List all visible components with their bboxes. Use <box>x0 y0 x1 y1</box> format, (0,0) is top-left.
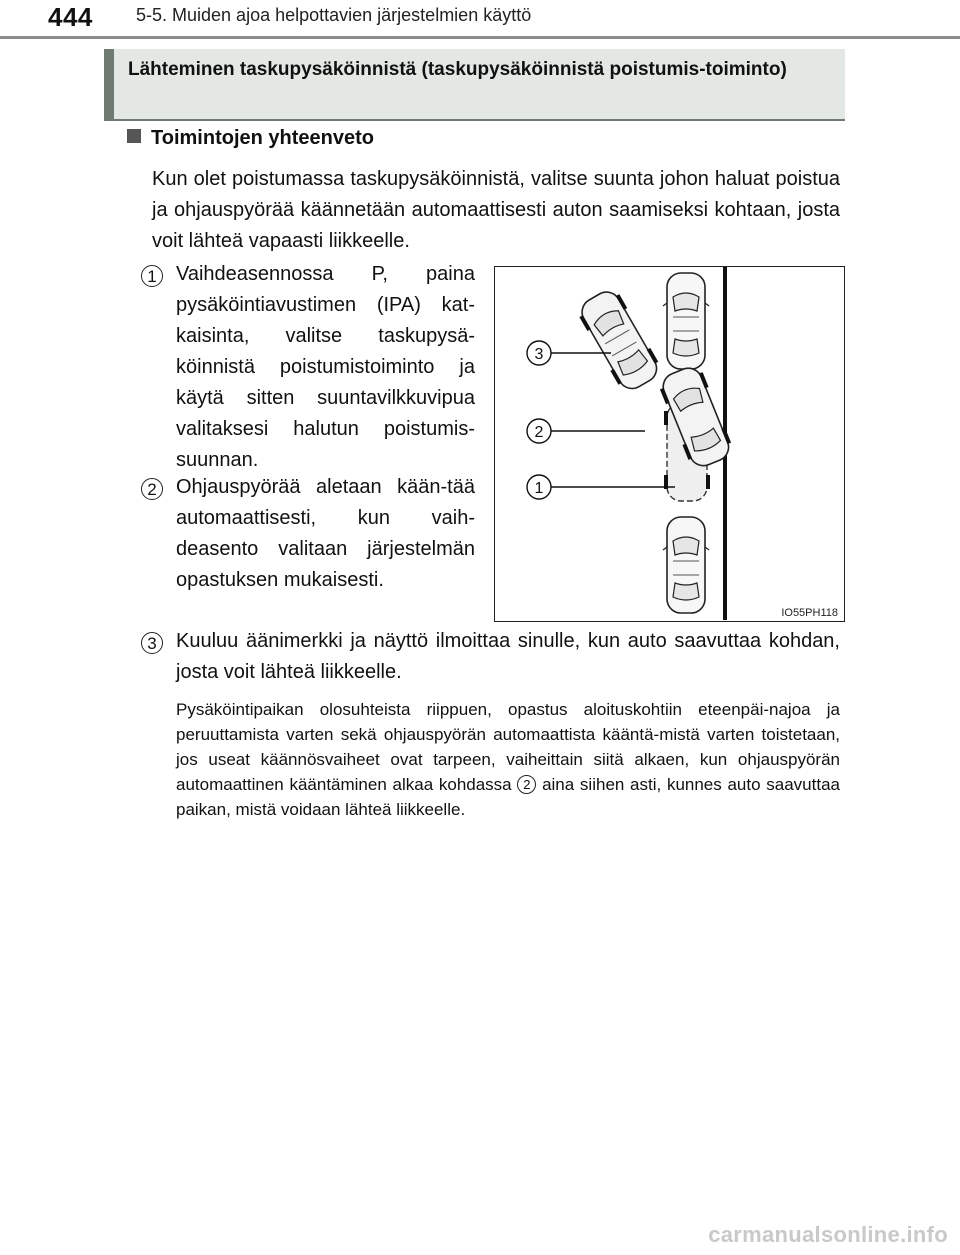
note-text-before: Pysäköintipaikan olosuhteista riippuen, opastus aloituskohtiin eteenpäi-najoa ja peruuttamista varten sekä ohjauspyörän automaattista kääntä-mistä varten toistetaan, jos useat käännösvaiheet ovat tarpeen, vaiheittain siitä alkaen, kun ohjauspyörän automaattinen kääntäminen alkaa kohdassa <box>176 700 840 794</box>
step-number-2: 2 <box>141 478 163 500</box>
page-number: 444 <box>48 2 93 32</box>
header-rule <box>0 36 960 39</box>
callout-label-2: 2 <box>534 424 544 441</box>
note-step-ref: 2 <box>517 775 536 794</box>
step-number-3: 3 <box>141 632 163 654</box>
step-number-1: 1 <box>141 265 163 287</box>
section-title: Lähteminen taskupysäköinnistä (taskupysäköinnistä poistumis-toiminto) <box>128 59 787 80</box>
figure-code: IO55PH118 <box>781 607 838 619</box>
parking-diagram-svg <box>495 267 843 620</box>
callout-label-1: 1 <box>534 480 544 497</box>
watermark: carmanualsonline.info <box>708 1222 948 1247</box>
step-text-2: Ohjauspyörää aletaan kään-tää automaattisesti, kun vaih-deasento valitaan järjestelmän opastuksen mukaisesti. <box>176 476 475 591</box>
step-text-3: Kuuluu äänimerkki ja näyttö ilmoittaa sinulle, kun auto saavuttaa kohdan, josta voit lähteä liikkeelle. <box>176 630 840 683</box>
car-position-3-icon <box>574 286 664 396</box>
sub-heading <box>127 127 374 150</box>
parked-car-top-icon <box>663 273 709 369</box>
step-text-1: Vaihdeasennossa P, paina pysäköintiavustimen (IPA) kat-kaisinta, valitse taskupysä-köinnistä poistumistoiminto ja käytä sitten suuntavilkkuvipua valitaksesi halutun poistumis-suunnan. <box>176 263 475 471</box>
running-header: 5-5. Muiden ajoa helpottavien järjestelmien käyttö <box>136 5 532 25</box>
parked-car-bottom-icon <box>663 517 709 613</box>
note-text-after: aina siihen asti, kunnes auto saavuttaa paikan, mistä voidaan lähteä liikkeelle. <box>176 775 840 819</box>
callout-label-3: 3 <box>534 346 544 363</box>
section-title-box <box>104 49 845 121</box>
section-title-bar <box>104 49 114 119</box>
parking-diagram <box>494 266 845 622</box>
intro-paragraph: Kun olet poistumassa taskupysäköinnistä, valitse suunta johon haluat poistua ja ohjauspyörää käännetään automaattisesti auton saamiseksi kohtaan, josta voit lähteä vapaasti liikkeelle. <box>152 168 840 252</box>
square-bullet-icon <box>127 129 141 143</box>
sub-heading-text: Toimintojen yhteenveto <box>151 127 374 149</box>
note-paragraph <box>176 697 840 822</box>
